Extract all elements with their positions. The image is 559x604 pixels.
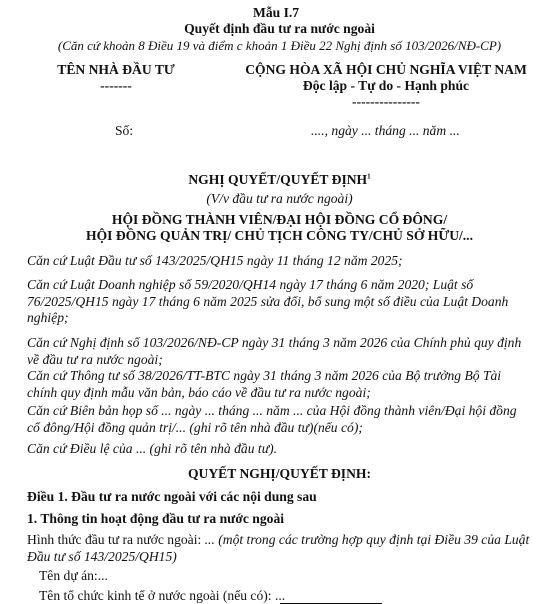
section-1-heading: 1. Thông tin hoạt động đầu tư ra nước ngoài bbox=[27, 511, 285, 526]
decision-heading: QUYẾT NGHỊ/QUYẾT ĐỊNH: bbox=[187, 466, 372, 481]
recital-2: Căn cứ Luật Doanh nghiệp số 59/2020/QH14 ngày 17 tháng 6 năm 2020; Luật số 76/2025/QH15 ngày 17 tháng 6 năm 2025 sửa đổi, bổ sung một số điều của Luật Doanh nghiệp; bbox=[27, 277, 509, 325]
document-number-label: Số: bbox=[115, 123, 134, 138]
investor-dashes: ------- bbox=[100, 78, 132, 93]
investor-name-header: TÊN NHÀ ĐẦU TƯ bbox=[57, 62, 175, 77]
motto-dashes: --------------- bbox=[352, 94, 420, 109]
national-title: CỘNG HÒA XÃ HỘI CHỦ NGHĨA VIỆT NAM bbox=[245, 62, 527, 77]
recital-1: Căn cứ Luật Đầu tư số 143/2025/QH15 ngày 11 tháng 12 năm 2025; bbox=[27, 253, 403, 268]
document-title bbox=[0, 172, 559, 188]
subject-line: (V/v đầu tư ra nước ngoài) bbox=[206, 191, 353, 206]
document-title-text: NGHỊ QUYẾT/QUYẾT ĐỊNH bbox=[188, 172, 368, 187]
form-number: Mẫu I.7 bbox=[253, 5, 300, 20]
legal-basis: (Căn cứ khoản 8 Điều 19 và điểm c khoản 1 Điều 22 Nghị định số 103/2026/NĐ-CP) bbox=[57, 38, 502, 53]
recital-6: Căn cứ Điều lệ của ... (ghi rõ tên nhà đầu tư). bbox=[27, 441, 278, 456]
recital-4: Căn cứ Thông tư số 38/2026/TT-BTC ngày 31 tháng 3 năm 2026 của Bộ trưởng Bộ Tài chính quy định mẫu văn bản, báo cáo về đầu tư ra nước ngoài; bbox=[27, 368, 502, 400]
foreign-org-field: Tên tổ chức kinh tế ở nước ngoài (nếu có): ... bbox=[39, 588, 286, 603]
article-1-heading: Điều 1. Đầu tư ra nước ngoài với các nội dung sau bbox=[27, 489, 317, 504]
investment-form-label: Hình thức đầu tư ra nước ngoài: bbox=[27, 532, 202, 547]
date-line: ...., ngày ... tháng ... năm ... bbox=[311, 123, 460, 138]
investment-form-field bbox=[27, 532, 532, 565]
footnote-mark: 1 bbox=[367, 172, 371, 181]
council-line-2: HỘI ĐỒNG QUẢN TRỊ/ CHỦ TỊCH CÔNG TY/CHỦ SỞ HỮU/... bbox=[86, 228, 473, 243]
council-line-1: HỘI ĐỒNG THÀNH VIÊN/ĐẠI HỘI ĐỒNG CỔ ĐÔNG/ bbox=[111, 212, 448, 227]
project-name-field: Tên dự án:... bbox=[39, 568, 108, 583]
national-motto: Độc lập - Tự do - Hạnh phúc bbox=[302, 78, 470, 93]
form-title: Quyết định đầu tư ra nước ngoài bbox=[184, 21, 375, 36]
recital-5: Căn cứ Biên bản họp số ... ngày ... tháng ... năm ... của Hội đồng thành viên/Đại hội đồng cổ đông/Hội đồng quản trị/... (ghi rõ tên nhà đầu tư)(nếu có); bbox=[27, 403, 517, 435]
recital-3: Căn cứ Nghị định số 103/2026/NĐ-CP ngày 31 tháng 3 năm 2026 của Chính phủ quy định về đầu tư ra nước ngoài; bbox=[27, 335, 522, 367]
investment-form-value: ... (một trong các trường hợp quy định tại Điều 39 của Luật Đầu tư số 143/2025/QH15) bbox=[27, 532, 530, 564]
